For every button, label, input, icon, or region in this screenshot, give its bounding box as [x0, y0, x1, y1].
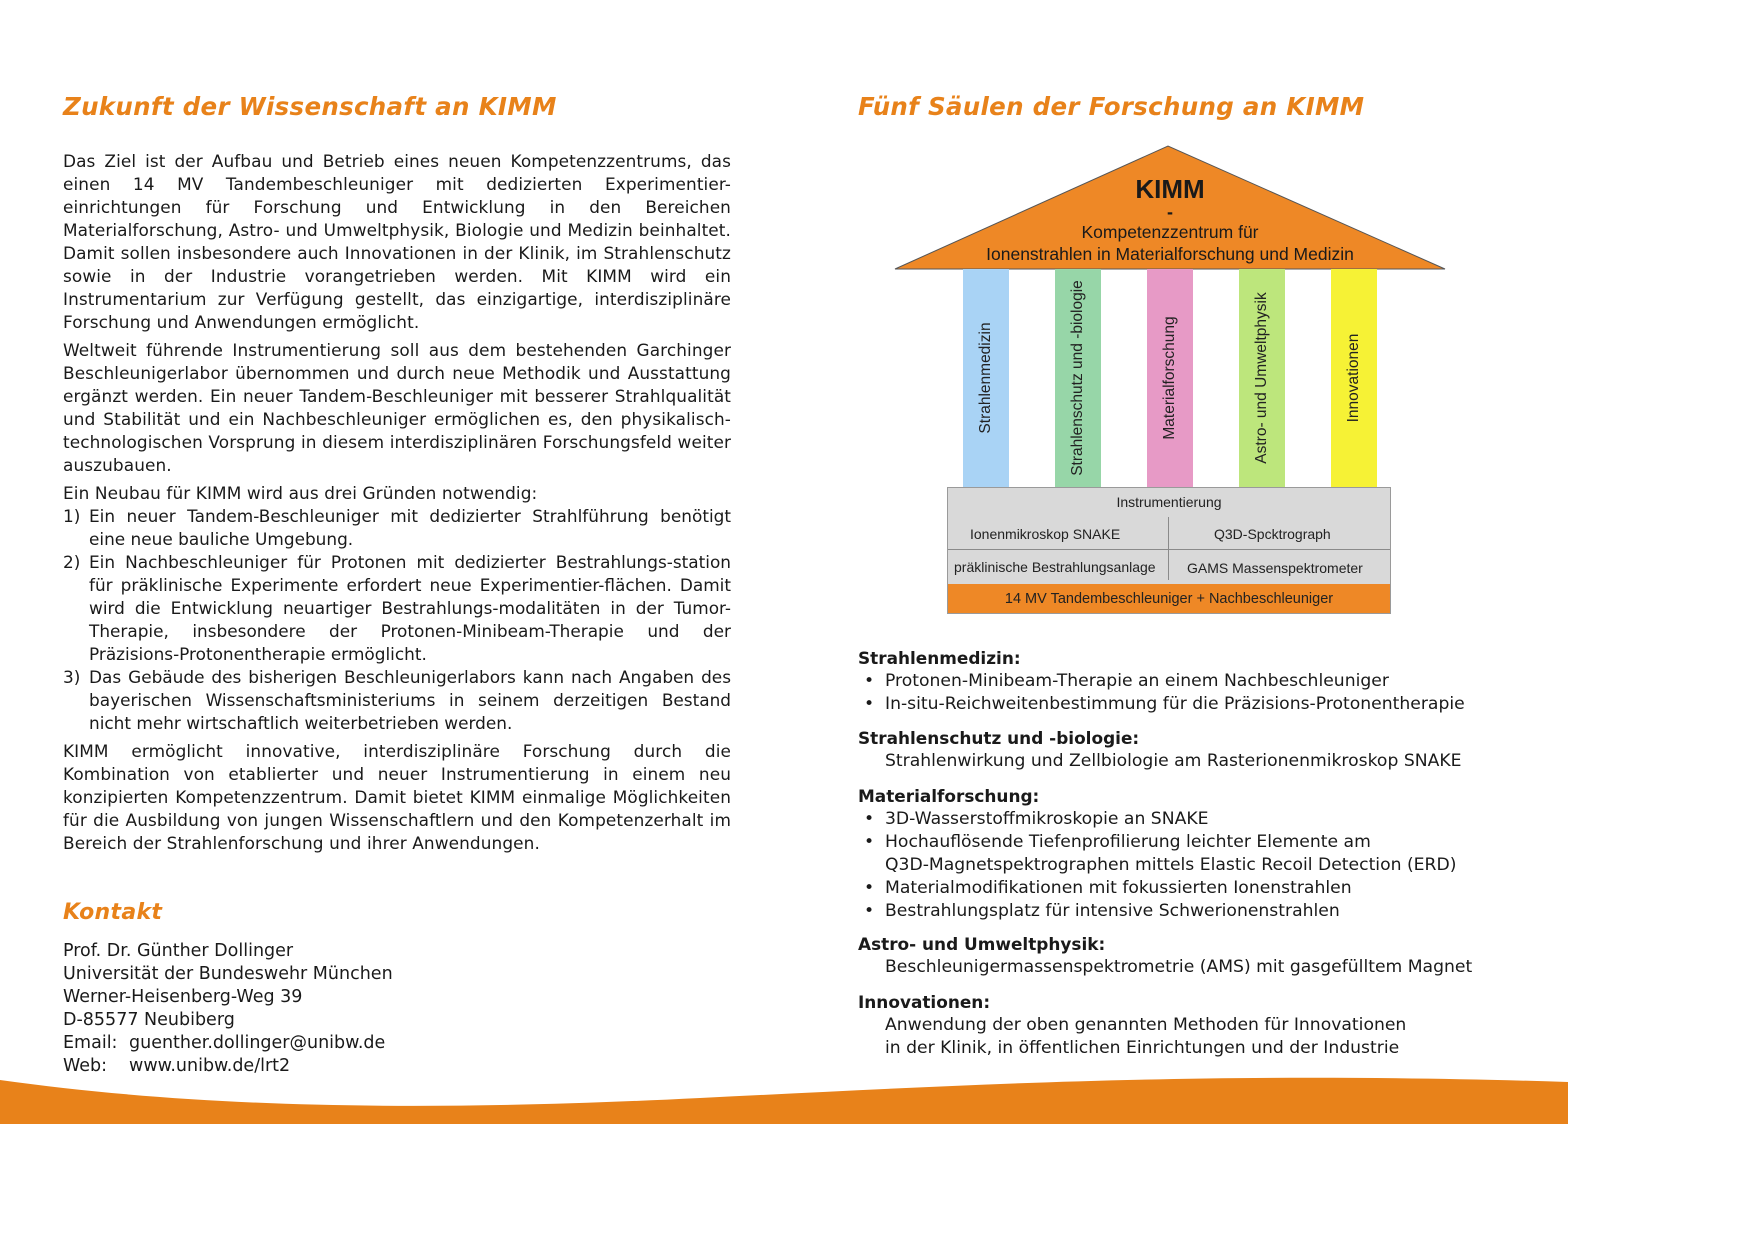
list-item: • Bestrahlungsplatz für intensive Schwerionenstrahlen	[864, 901, 1340, 921]
pillar-strahlenschutz: Strahlenschutz und -biologie	[1055, 269, 1101, 487]
base-header: Instrumentierung	[1116, 494, 1222, 510]
base-cell-snake: Ionenmikroskop SNAKE	[970, 526, 1121, 542]
left-heading: Zukunft der Wissenschaft an KIMM	[63, 92, 557, 121]
five-pillars-diagram	[894, 144, 1446, 616]
bottom-wave-decoration	[0, 1068, 1568, 1124]
section-title: Astro- und Umweltphysik:	[858, 934, 1106, 954]
section-title: Strahlenmedizin:	[858, 648, 1021, 668]
instrumentation-paragraph: Weltweit führende Instrumentierung soll aus dem bestehenden Garchinger Beschleunigerlabor übernommen und durch neue Methodik und Ausstattung ergänzt werden. Ein neuer Tandem-Beschleuniger mit besserer Strahlqualität und Stabilität und ein Nachbeschleuniger ermöglichen es, den physikalisch-technologischen Vorsprung in diesem interdisziplinären Forschungsfeld weiter auszubauen.	[63, 340, 731, 475]
reasons-intro: Ein Neubau für KIMM wird aus drei Gründen notwendig:	[63, 483, 538, 503]
diagram-subtitle-line1: Kompetenzzentrum für	[1081, 222, 1259, 242]
section-line: Anwendung der oben genannten Methoden für Innovationen	[885, 1015, 1407, 1035]
diagram-title: KIMM	[1135, 174, 1205, 204]
contact-street: Werner-Heisenberg-Weg 39	[63, 987, 303, 1007]
section-line: Beschleunigermassenspektrometrie (AMS) mit gasgefülltem Magnet	[885, 957, 1473, 977]
list-item-continuation: Q3D-Magnetspektrographen mittels Elastic Recoil Detection (ERD)	[885, 855, 1457, 875]
email-link[interactable]: guenther.dollinger@unibw.de	[129, 1033, 386, 1053]
section-title: Strahlenschutz und -biologie:	[858, 728, 1140, 748]
contact-email-row	[63, 1032, 393, 1055]
reason-item: 1) Ein neuer Tandem-Beschleuniger mit dedizierter Strahlführung benötigt eine neue bauliche Umgebung.	[63, 506, 731, 549]
bullet-list	[858, 808, 1538, 923]
list-item: • Protonen-Minibeam-Therapie an einem Nachbeschleuniger	[864, 671, 1389, 691]
section-line: Strahlenwirkung und Zellbiologie am Rasterionenmikroskop SNAKE	[885, 751, 1462, 771]
base-footer-label: 14 MV Tandembeschleuniger + Nachbeschleuniger	[1004, 591, 1334, 607]
reason-item: 2) Ein Nachbeschleuniger für Protonen mit dedizierter Bestrahlungs-station für präklinische Experimente erfordert neue Experimentier-flächen. Damit wird die Entwicklung neuartiger Bestrahlungs-modalitäten in der Tumor-Therapie, insbesondere der Protonen-Minibeam-Therapie und der Präzisions-Protonentherapie ermöglicht.	[63, 552, 731, 664]
pillar-astro-umweltphysik: Astro- und Umweltphysik	[1239, 269, 1285, 487]
section-line: in der Klinik, in öffentlichen Einrichtungen und der Industrie	[885, 1038, 1400, 1058]
list-item: • Materialmodifikationen mit fokussierten Ionenstrahlen	[864, 878, 1352, 898]
list-item: • In-situ-Reichweitenbestimmung für die Präzisions-Protonentherapie	[864, 694, 1465, 714]
section-innovationen	[858, 991, 1538, 1060]
contact-block	[63, 940, 393, 1078]
wave-shape	[0, 1078, 1568, 1124]
pillar-innovationen: Innovationen	[1331, 269, 1377, 487]
right-heading: Fünf Säulen der Forschung an KIMM	[858, 92, 1365, 121]
bullet-list	[858, 670, 1538, 716]
contact-heading: Kontakt	[63, 900, 163, 925]
section-strahlenschutz	[858, 727, 1538, 773]
base-cell-q3d: Q3D-Spcktrograph	[1214, 526, 1331, 542]
reason-item: 3) Das Gebäude des bisherigen Beschleunigerlabors kann nach Angaben des bayerischen Wissenschaftsministeriums in seinem derzeitigen Bestand nicht mehr wirtschaftlich weiterbetrieben werden.	[63, 667, 731, 733]
list-item: • 3D-Wasserstoffmikroskopie an SNAKE	[864, 809, 1209, 829]
contact-org: Universität der Bundeswehr München	[63, 964, 393, 984]
list-item: • Hochauflösende Tiefenprofilierung leichter Elemente am	[864, 832, 1371, 852]
diagram-subtitle-line2: Ionenstrahlen in Materialforschung und Medizin	[986, 244, 1354, 264]
section-astro-umweltphysik	[858, 933, 1538, 979]
reasons-list	[63, 505, 731, 735]
web-label: Web:	[63, 1056, 108, 1076]
diagram-dash: -	[1167, 202, 1173, 222]
section-title: Innovationen:	[858, 992, 991, 1012]
section-materialforschung	[858, 785, 1538, 923]
closing-paragraph: KIMM ermöglicht innovative, interdisziplinäre Forschung durch die Kombination von etablierter und neuer Instrumentierung in einem neu konzipierten Kompetenzzentrum. Damit bietet KIMM einmalige Möglichkeiten für die Ausbildung von jungen Wissenschaftlern und den Kompetenzerhalt im Bereich der Strahlenforschung und ihrer Anwendungen.	[63, 741, 731, 853]
pillar-strahlenmedizin: Strahlenmedizin	[963, 269, 1009, 487]
intro-paragraph: Das Ziel ist der Aufbau und Betrieb eines neuen Kompetenzzentrums, das einen 14 MV Tandembeschleuniger mit dedizierten Experimentier-einrichtungen für Forschung und Entwicklung in den Bereichen Materialforschung, Astro- und Umweltphysik, Biologie und Medizin beinhaltet. Damit sollen insbesondere auch Innovationen in der Klinik, im Strahlenschutz sowie in der Industrie vorangetrieben werden. Mit KIMM wird ein Instrumentarium zur Verfügung gestellt, das einzigartige, interdisziplinäre Forschung und Anwendungen ermöglicht.	[63, 151, 731, 332]
diagram-foundation	[947, 487, 1391, 614]
section-title: Materialforschung:	[858, 786, 1040, 806]
pillar-materialforschung: Materialforschung	[1147, 269, 1193, 487]
contact-city: D-85577 Neubiberg	[63, 1010, 235, 1030]
base-cell-gams: GAMS Massenspektrometer	[1187, 560, 1363, 576]
email-label: Email:	[63, 1033, 118, 1053]
base-cell-praeklinisch: präklinische Bestrahlungsanlage	[954, 559, 1156, 575]
base-divider	[948, 549, 1390, 550]
section-strahlenmedizin	[858, 647, 1538, 716]
contact-name: Prof. Dr. Günther Dollinger	[63, 941, 294, 961]
web-link[interactable]: www.unibw.de/lrt2	[129, 1056, 291, 1076]
